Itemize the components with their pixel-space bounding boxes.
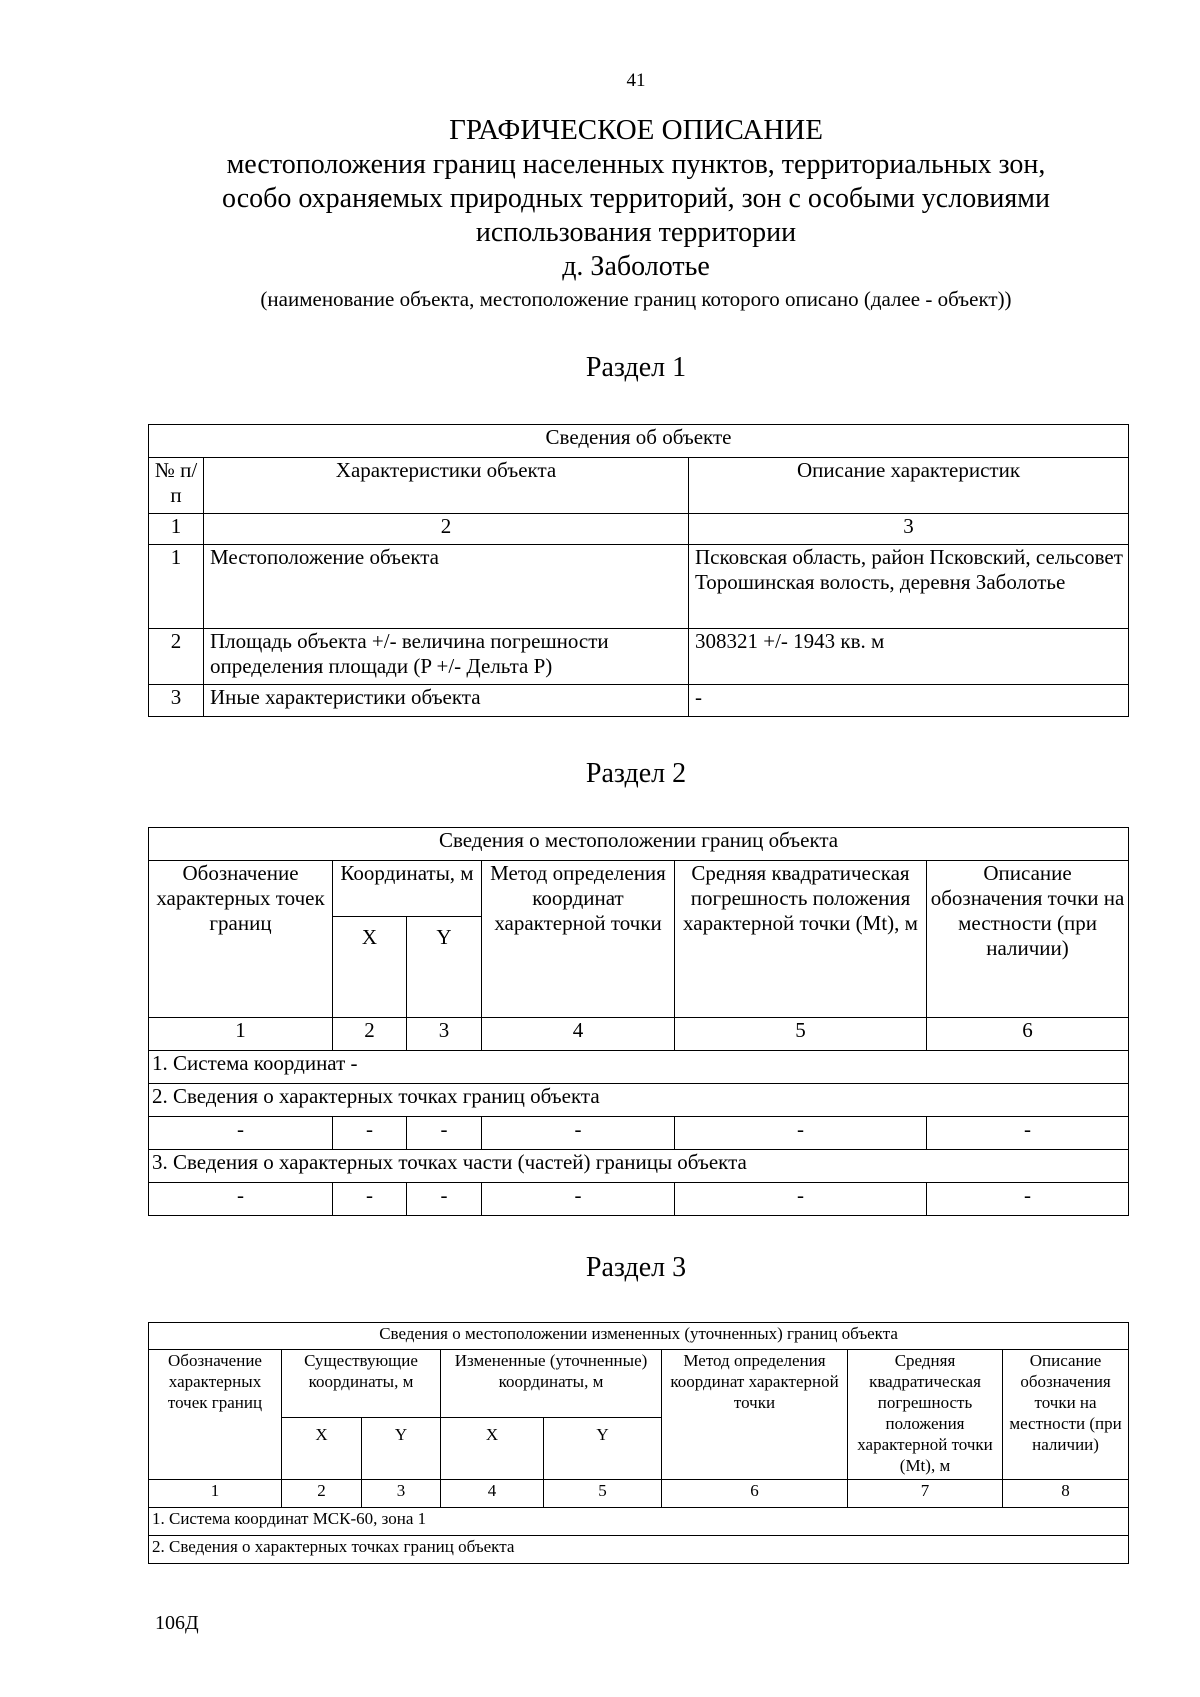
header-error: Средняя квадратическая погрешность положения характерной точки (Mt), м: [675, 861, 927, 1018]
subtitle-line: особо охраняемых природных территорий, зон с особыми условиями: [222, 183, 1050, 214]
header-coordinates: Координаты, м: [333, 861, 482, 917]
header-y: Y: [407, 917, 482, 1018]
row-description: 308321 +/- 1943 кв. м: [689, 629, 1129, 685]
header-designation: Обозначение характерных точек границ: [149, 1350, 282, 1480]
coordinate-system: 1. Система координат МСК-60, зона 1: [149, 1508, 1129, 1536]
table-row: [149, 1117, 1129, 1150]
col-number: 1: [149, 514, 204, 545]
row-number: 1: [149, 545, 204, 629]
table-cell: -: [482, 1117, 675, 1150]
object-info-table: [148, 424, 1129, 717]
col-number: 1: [149, 1018, 333, 1051]
header-changed-coordinates: Измененные (уточненные) координаты, м: [441, 1350, 662, 1418]
header-number: № п/п: [149, 458, 204, 514]
header-error: Средняя квадратическая погрешность положения характерной точки (Mt), м: [848, 1350, 1003, 1480]
table-cell: -: [149, 1117, 333, 1150]
document-header: [150, 112, 1122, 314]
section-2-title: Раздел 2: [585, 758, 687, 789]
parts-heading: 3. Сведения о характерных точках части (частей) границы объекта: [149, 1150, 1129, 1183]
row-description: Псковская область, район Псковский, сельсовет Торошинская волость, деревня Заболотье: [689, 545, 1129, 629]
row-characteristic: Иные характеристики объекта: [204, 685, 689, 717]
col-number: 4: [441, 1480, 544, 1508]
header-y: Y: [362, 1418, 441, 1480]
table-cell: -: [407, 1183, 482, 1216]
header-method: Метод определения координат характерной точки: [482, 861, 675, 1018]
subtitle-line: местоположения границ населенных пунктов, территориальных зон,: [226, 149, 1046, 180]
table-cell: -: [675, 1183, 927, 1216]
header-x: X: [441, 1418, 544, 1480]
header-existing-coordinates: Существующие координаты, м: [282, 1350, 441, 1418]
row-characteristic: Местоположение объекта: [204, 545, 689, 629]
header-point-description: Описание обозначения точки на местности (при наличии): [1003, 1350, 1129, 1480]
row-number: 2: [149, 629, 204, 685]
points-heading: 2. Сведения о характерных точках границ объекта: [149, 1536, 1129, 1564]
col-number: 2: [282, 1480, 362, 1508]
document-title: ГРАФИЧЕСКОЕ ОПИСАНИЕ: [449, 114, 823, 146]
header-y: Y: [544, 1418, 662, 1480]
row-characteristic: Площадь объекта +/- величина погрешности определения площади (P +/- Дельта P): [204, 629, 689, 685]
col-number: 7: [848, 1480, 1003, 1508]
boundary-location-table: [148, 827, 1129, 1216]
table-row: [149, 629, 1129, 685]
document-code: 106Д: [155, 1612, 199, 1634]
table-cell: -: [927, 1117, 1129, 1150]
changed-boundary-table: [148, 1322, 1129, 1564]
col-number: 8: [1003, 1480, 1129, 1508]
col-number: 3: [689, 514, 1129, 545]
header-point-description: Описание обозначения точки на местности (при наличии): [927, 861, 1129, 1018]
section-1-title: Раздел 1: [585, 352, 687, 383]
header-method: Метод определения координат характерной точки: [662, 1350, 848, 1480]
subtitle-line: использования территории: [475, 217, 797, 248]
table-cell: -: [333, 1117, 407, 1150]
table-cell: -: [149, 1183, 333, 1216]
col-number: 6: [927, 1018, 1129, 1051]
table-title: Сведения о местоположении измененных (уточненных) границ объекта: [149, 1323, 1129, 1350]
col-number: 2: [204, 514, 689, 545]
col-number: 4: [482, 1018, 675, 1051]
col-number: 6: [662, 1480, 848, 1508]
header-designation: Обозначение характерных точек границ: [149, 861, 333, 1018]
col-number: 2: [333, 1018, 407, 1051]
table-cell: -: [407, 1117, 482, 1150]
table-cell: -: [927, 1183, 1129, 1216]
table-cell: -: [482, 1183, 675, 1216]
col-number: 5: [675, 1018, 927, 1051]
table-cell: -: [333, 1183, 407, 1216]
col-number: 3: [407, 1018, 482, 1051]
header-characteristic: Характеристики объекта: [204, 458, 689, 514]
table-cell: -: [675, 1117, 927, 1150]
object-name-note: (наименование объекта, местоположение границ которого описано (далее - объект)): [260, 287, 1012, 311]
table-row: [149, 545, 1129, 629]
table-row: [149, 1183, 1129, 1216]
header-x: X: [282, 1418, 362, 1480]
coordinate-system: 1. Система координат -: [149, 1051, 1129, 1084]
row-number: 3: [149, 685, 204, 717]
page-number: 41: [626, 70, 646, 91]
col-number: 3: [362, 1480, 441, 1508]
col-number: 5: [544, 1480, 662, 1508]
table-title: Сведения об объекте: [149, 425, 1129, 458]
section-3-title: Раздел 3: [585, 1252, 687, 1283]
object-name: д. Заболотье: [562, 251, 710, 282]
table-row: [149, 685, 1129, 717]
col-number: 1: [149, 1480, 282, 1508]
header-description: Описание характеристик: [689, 458, 1129, 514]
header-x: X: [333, 917, 407, 1018]
row-description: -: [689, 685, 1129, 717]
points-heading: 2. Сведения о характерных точках границ объекта: [149, 1084, 1129, 1117]
table-title: Сведения о местоположении границ объекта: [149, 828, 1129, 861]
